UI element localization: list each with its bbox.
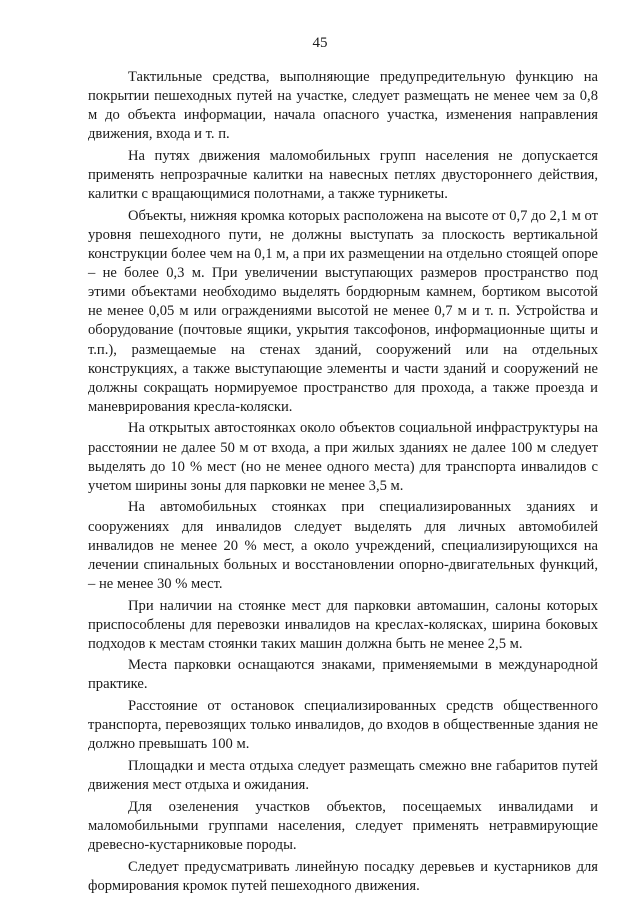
paragraph-tree-planting: Следует предусматривать линейную посадку деревьев и кустарников для формирования кромок путей пешеходного движения. [88,858,598,894]
paragraph-open-parking: На открытых автостоянках около объектов социальной инфраструктуры на расстоянии не далее 50 м от входа, а при жилых зданиях не далее 100 м следует выделять до 10 % мест (но не менее одного места) для транспорта инвалидов с учетом ширины зоны для парковки не менее 3,5 м. [88,420,598,494]
document-body [88,68,598,896]
paragraph-tactile-means: Тактильные средства, выполняющие предупредительную функцию на покрытии пешеходных путей на участке, следует размещать не менее чем за 0,8 м до объекта информации, начала опасного участка, изменения направления движения, входа и т. п. [88,69,598,143]
paragraph-side-approaches: При наличии на стоянке мест для парковки автомашин, салоны которых приспособлены для перевозки инвалидов на креслах-колясках, ширина боковых подходов к местам стоянки таких машин должна быть не менее 2,5 м. [88,597,598,652]
paragraph-landscaping: Для озеленения участков объектов, посещаемых инвалидами и маломобильными группами населения, следует применять нетравмирующие древесно-кустарниковые породы. [88,798,598,853]
paragraph-parking-signs: Места парковки оснащаются знаками, применяемыми в международной практике. [88,657,598,693]
page-number: 45 [312,35,328,51]
paragraph-gates: На путях движения маломобильных групп населения не допускается применять непрозрачные калитки на навесных петлях двустороннего действия, калитки с вращающимися полотнами, а также турникеты. [88,147,598,203]
paragraph-specialized-parking: На автомобильных стоянках при специализированных зданиях и сооружениях для инвалидов следует выделять для личных автомобилей инвалидов не менее 20 % мест, а около учреждений, специализирующихся на лечении спинальных больных и восстановлении опорно-двигательных функций, – не менее 30 % мест. [88,499,598,592]
paragraph-transport-stops: Расстояние от остановок специализированных средств общественного транспорта, перевозящих только инвалидов, до входов в общественные здания не должно превышать 100 м. [88,698,598,753]
paragraph-protruding-objects: Объекты, нижняя кромка которых расположена на высоте от 0,7 до 2,1 м от уровня пешеходного пути, не должны выступать за плоскость вертикальной конструкции более чем на 0,1 м, а при их размещении на отдельно стоящей опоре – не более 0,3 м. При увеличении выступающих размеров пространство под этими объектами необходимо выделять бордюрным камнем, бортиком высотой не менее 0,05 м или ограждениями высотой не менее 0,7 м и т. п. Устройства и оборудование (почтовые ящики, укрытия таксофонов, информационные щиты и т.п.), размещаемые на стенах зданий, сооружений или на отдельных конструкциях, а также выступающие элементы и части зданий и сооружений не должны сокращать нормируемое пространство для прохода, а также проезда и маневрирования кресла-коляски. [88,207,598,415]
paragraph-rest-areas: Площадки и места отдыха следует размещать смежно вне габаритов путей движения мест отдыха и ожидания. [88,758,598,794]
